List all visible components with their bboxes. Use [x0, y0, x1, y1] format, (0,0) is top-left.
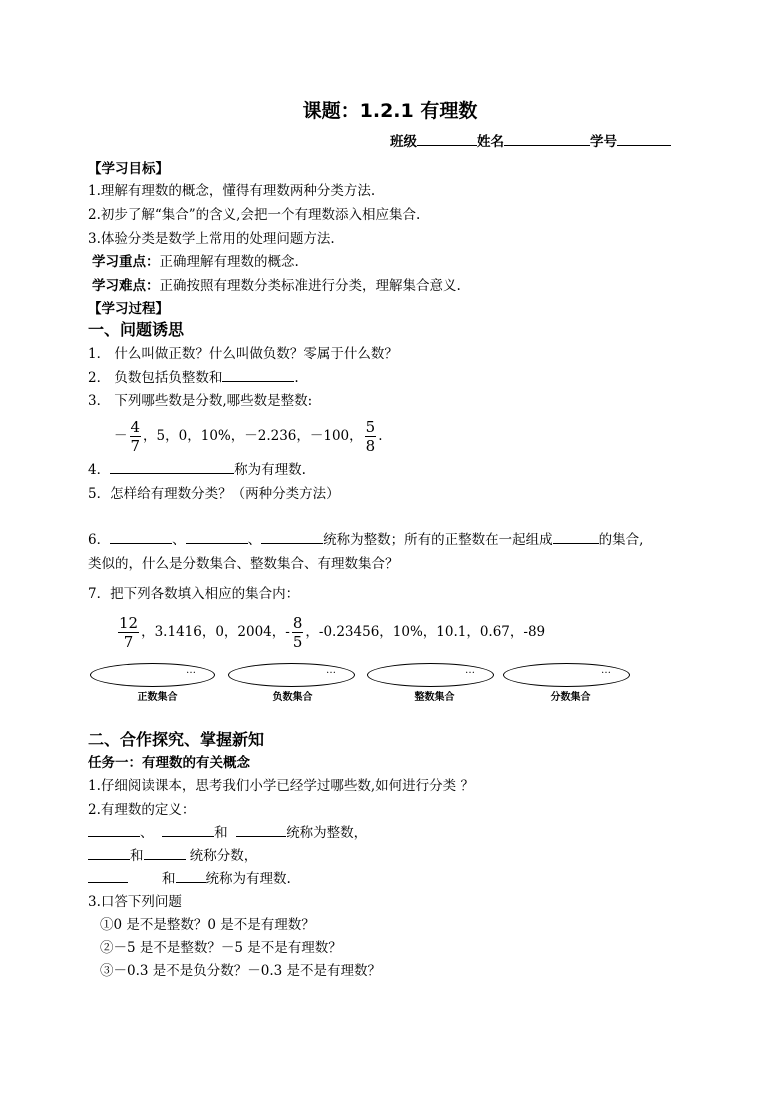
- goals-heading: 【学习目标】: [88, 161, 169, 177]
- denominator: 7: [123, 633, 134, 651]
- question-6-end: 的集合,: [598, 532, 644, 548]
- oral-question: ②－5 是不是整数？－5 是不是有理数？: [100, 940, 342, 956]
- id-blank[interactable]: [617, 133, 671, 146]
- and-text: 和: [214, 825, 228, 841]
- question-1: 1． 什么叫做正数？什么叫做负数？零属于什么数？: [88, 346, 398, 362]
- definition-text: 统称为有理数.: [205, 871, 291, 887]
- ellipsis: …: [326, 665, 336, 676]
- section2-heading: 二、合作探究、掌握新知: [88, 730, 265, 749]
- number-list: ，5，0，10%，－2.236，－100，: [143, 428, 363, 444]
- fraction: [365, 418, 377, 455]
- set-ellipse-positive[interactable]: [90, 663, 215, 687]
- question-6: [88, 531, 643, 549]
- name-blank[interactable]: [504, 133, 590, 146]
- question-2-end: .: [294, 370, 299, 386]
- set-ellipse-integer[interactable]: [367, 663, 494, 687]
- goal-item: 1.理解有理数的概念，懂得有理数两种分类方法.: [88, 183, 376, 199]
- fraction: [130, 418, 142, 455]
- ellipsis: …: [465, 665, 475, 676]
- answer-blank[interactable]: [186, 531, 248, 544]
- ellipsis: …: [186, 665, 196, 676]
- answer-blank[interactable]: [88, 870, 128, 883]
- number-list: ，-0.23456，10%，10.1，0.67，-89: [305, 624, 546, 640]
- answer-blank[interactable]: [222, 369, 294, 382]
- definition-text: 统称分数，: [185, 848, 258, 864]
- oral-question: ③－0.3 是不是负分数？－0.3 是不是有理数？: [100, 963, 382, 979]
- separator: 、: [247, 532, 262, 548]
- minus-sign: －: [114, 428, 128, 444]
- question-7: 7．把下列各数填入相应的集合内：: [88, 586, 300, 602]
- answer-blank[interactable]: [261, 531, 323, 544]
- point-1: 1.仔细阅读课本，思考我们小学已经学过哪些数,如何进行分类 ？: [88, 778, 474, 794]
- difficulty-text: 正确按照有理数分类标准进行分类，理解集合意义.: [159, 278, 461, 294]
- number-list: ，3.1416，0，2004，-: [141, 624, 290, 640]
- question-6-text: 统称为整数；所有的正整数在一起组成: [323, 532, 553, 548]
- answer-blank[interactable]: [88, 824, 140, 837]
- denominator: 5: [292, 633, 303, 651]
- definition-integers: [88, 824, 367, 842]
- goal-item: 3.体验分类是数学上常用的处理问题方法.: [88, 231, 335, 247]
- question-3: 3． 下列哪些数是分数,哪些数是整数:: [88, 393, 313, 409]
- and-text: 和: [130, 848, 144, 864]
- answer-blank[interactable]: [110, 531, 172, 544]
- answer-blank[interactable]: [553, 531, 599, 544]
- student-info-line: [390, 133, 671, 151]
- definition-rationals: [88, 870, 291, 888]
- numerator: 4: [130, 418, 141, 436]
- key-point-label: 学习重点：: [92, 254, 160, 270]
- period: .: [378, 428, 383, 444]
- separator: 、: [140, 825, 154, 841]
- process-heading: 【学习过程】: [88, 301, 169, 317]
- key-point-text: 正确理解有理数的概念.: [159, 254, 299, 270]
- numerator: 8: [292, 614, 303, 632]
- set-ellipse-fraction[interactable]: [503, 663, 630, 687]
- goal-item: 2.初步了解“集合”的含义,会把一个有理数添入相应集合.: [88, 207, 421, 223]
- oral-question: ①0 是不是整数？0 是不是有理数？: [100, 917, 315, 933]
- fraction: [118, 614, 139, 651]
- set-label-integer: 整数集合: [414, 692, 455, 703]
- question-7-numbers: [116, 610, 545, 654]
- task-1-heading: 任务一：有理数的有关概念: [88, 755, 250, 771]
- difficulty-label: 学习难点：: [92, 278, 160, 294]
- definition-fractions: [88, 847, 257, 865]
- answer-blank[interactable]: [110, 461, 234, 474]
- answer-blank[interactable]: [144, 847, 186, 860]
- question-6-num: 6．: [88, 532, 111, 548]
- numerator: 12: [119, 614, 139, 632]
- question-4-num: 4．: [88, 462, 111, 478]
- answer-blank[interactable]: [176, 870, 206, 883]
- class-blank[interactable]: [417, 133, 477, 146]
- name-label: 姓名: [477, 134, 504, 150]
- denominator: 7: [130, 437, 141, 455]
- page-title: 课题：1.2.1 有理数: [302, 100, 478, 122]
- numerator: 5: [365, 418, 376, 436]
- and-text: 和: [162, 871, 176, 887]
- question-2: [88, 369, 299, 387]
- set-label-negative: 负数集合: [272, 692, 313, 703]
- id-label: 学号: [590, 134, 617, 150]
- set-label-fraction: 分数集合: [550, 692, 591, 703]
- fraction: [292, 614, 304, 651]
- question-4-text: 称为有理数.: [234, 462, 306, 478]
- set-label-positive: 正数集合: [137, 692, 178, 703]
- separator: 、: [172, 532, 186, 548]
- definition-text: 统称为整数，: [286, 825, 368, 841]
- set-ellipse-negative[interactable]: [228, 663, 355, 687]
- point-2: 2.有理数的定义：: [88, 802, 196, 818]
- denominator: 8: [365, 437, 376, 455]
- question-4: [88, 461, 306, 479]
- question-6-line2: 类似的，什么是分数集合、整数集合、有理数集合？: [88, 556, 399, 572]
- key-point: [92, 253, 299, 271]
- question-2-text: 2． 负数包括负整数和: [88, 370, 223, 386]
- question-3-numbers: [114, 414, 383, 458]
- difficulty-point: [92, 277, 461, 295]
- section1-heading: 一、问题诱思: [88, 320, 185, 339]
- class-label: 班级: [390, 134, 417, 150]
- question-5: 5．怎样给有理数分类？（两种分类方法）: [88, 486, 340, 502]
- answer-blank[interactable]: [236, 824, 286, 837]
- answer-blank[interactable]: [88, 847, 130, 860]
- ellipsis: …: [601, 665, 611, 676]
- point-3: 3.口答下列问题: [88, 894, 182, 910]
- answer-blank[interactable]: [162, 824, 214, 837]
